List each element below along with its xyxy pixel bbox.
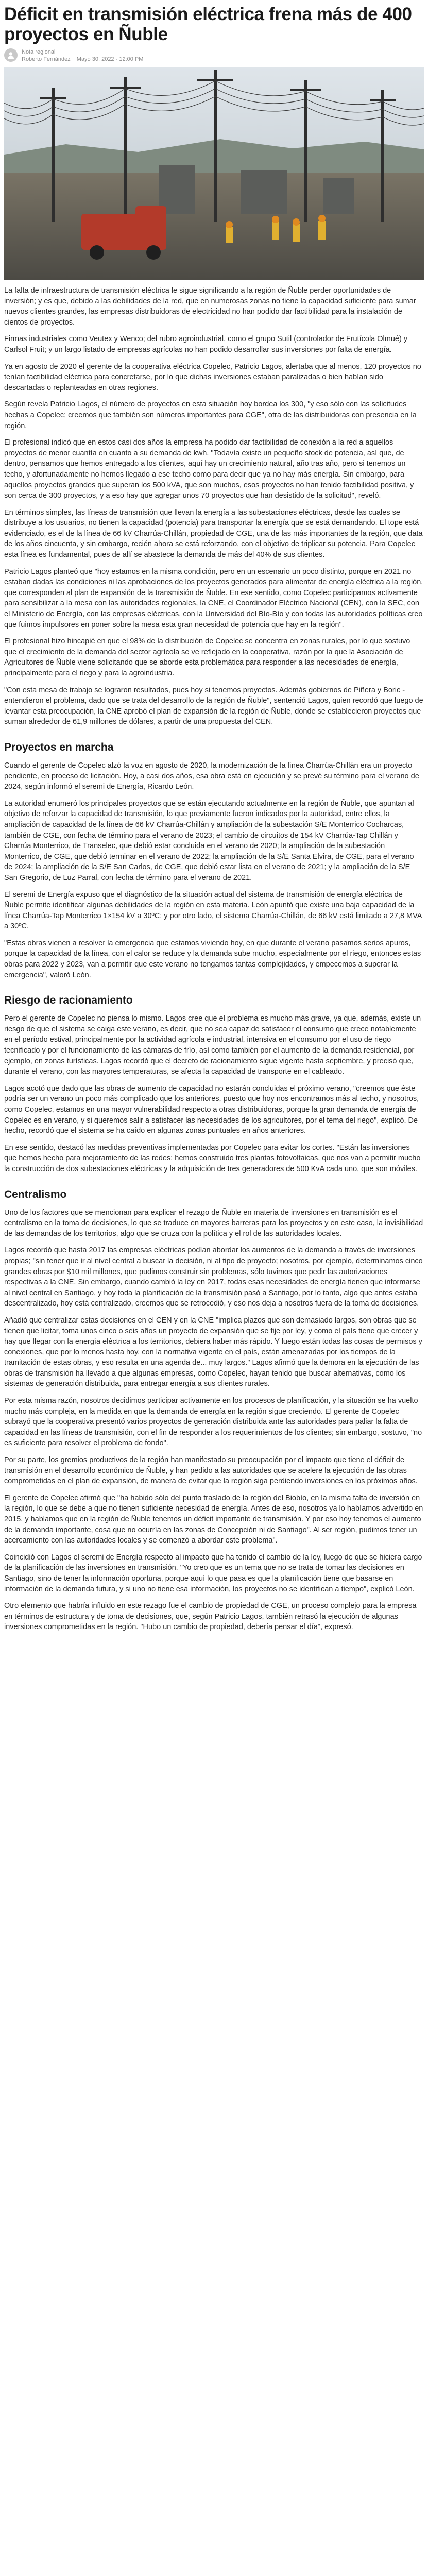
paragraph: El seremi de Energía expuso que el diagnóstico de la situación actual del sistema de transmisión de energía eléctrica de Ñuble permite identificar algunas debilidades de la región en esta materia. León apuntó que existe una baja capacidad de la línea Charrúa-Tap Monterrico 1×154 kV a 30ºC; y por otro lado, el sistema Charrúa-Chillán, de 66 kV está limitado a 27,8 MVA a 30ºC.	[4, 890, 422, 931]
paragraph: Lagos acotó que dado que las obras de aumento de capacidad no estarán concluidas el próximo verano, "creemos que éste podría ser un verano un poco más complicado que los anteriores, puesto que hoy nos encontramos más al techo, y nosotros, como Copelec, estamos en una mayor vulnerabilidad respecto a otras distribuidoras, porque la gran demanda de energía de Copelec es en verano, y si queremos salir a satisfacer las necesidades de los agricultores, por el tema del riego", explicó. De hecho, recordó que el sistema se ha caído en algunas zonas puntuales en años anteriores.	[4, 1084, 419, 1136]
paragraph: Por su parte, los gremios productivos de la región han manifestado su preocupación por el impacto que tiene el déficit de transmisión en el desarrollo económico de Ñuble, y han pedido a las autoridades que se acelere la ejecución de las obras comprometidas en el plan de expansión, de manera de evitar que la región siga perdiendo inversiones en los próximos años.	[4, 1456, 418, 1486]
author-avatar-icon	[4, 48, 18, 62]
paragraph: Patricio Lagos planteó que "hoy estamos en la misma condición, pero en un escenario un poco distinto, porque en 2021 no estaban dadas las condiciones ni las aprobaciones de los proyectos generados para alimentar de energía eléctrica a la región, que corresponden al plan de expansión de la transmisión de Ñuble. En ese sentido, como Copelec participamos activamente para sensibilizar a la mesa con las autoridades regionales, la CNE, el Coordinador Eléctrico Nacional (CEN), con la SEC, con el Ministerio de Energía, con las empresas eléctricas, con la Universidad del Bío-Bío y con todas las autoridades políticas creo que fuimos impulsores en poner sobre la mesa esta gran necesidad de potencia que hay en la región".	[4, 567, 423, 629]
paragraph: Lagos recordó que hasta 2017 las empresas eléctricas podían abordar los aumentos de la demanda a través de inversiones propias; "sin tener que ir al nivel central a buscar la decisión, ni al tipo de proyecto; nosotros, por ejemplo, determinamos cinco grandes obras por $10 mil millones, que pudimos construir sin problemas, sólo tuvimos que pedir las autorizaciones respectivas a la CNE. Sin embargo, cuando cambió la ley en 2017, todas esas necesidades de energía tienen que informarse al nivel central en Santiago, y hoy toda la planificación de la transmisión pasó a Santiago, por lo tanto, algo que antes estaba descentralizado, hoy está centralizado, creemos que se retrocedió, y eso nos deja a nosotros fuera de la toma de decisiones.	[4, 1246, 423, 1308]
section-heading-riesgo: Riesgo de racionamiento	[4, 994, 133, 1007]
paragraph: En ese sentido, destacó las medidas preventivas implementadas por Copelec para evitar los cortes. "Están las inversiones que hemos hecho para mejoramiento de las redes; hemos construido tres plantas fotovoltaicas, que nos van a permitir mucho la construcción de dos subestaciones eléctricas y la adquisición de tres generadores de 500 KvA cada uno, que son móviles.	[4, 1143, 421, 1173]
author-name[interactable]: Roberto Fernández	[22, 56, 71, 62]
paragraph: En términos simples, las líneas de transmisión que llevan la energía a las subestaciones eléctricas, desde las cuales se distribuye a los usuarios, no tienen la capacidad (potencia) para transportar la energía que se está demandando. El tope está evidenciado, es el de la línea de 66 kV Charrúa-Chillán, propiedad de CGE, una de las más importantes de la región, que data de los años cincuenta, y sin embargo, recién ahora se está reforzando, con el objetivo de triplicar su potencia. Para Copelec esta línea es fundamental, pues de allí se abastece la demanda de más del 40% de sus clientes.	[4, 508, 423, 560]
section-heading-proyectos: Proyectos en marcha	[4, 741, 114, 753]
paragraph: "Estas obras vienen a resolver la emergencia que estamos viviendo hoy, en que durante el verano pasamos serios apuros, porque la capacidad de la línea, con el calor se reduce y la demanda sube mucho, especialmente por el riego, entonces estas obras para 2022 y 2023, van a permitir que este verano no tengamos tantas complejidades, y empecemos a superar la emergencia", valoró León.	[4, 939, 421, 979]
paragraph: El gerente de Copelec afirmó que "ha habido sólo del punto traslado de la región del Biobío, en la misma falta de inversión en la región, lo que se debe a que no tienen suficiente necesidad de energía. Antes de eso, nosotros ya lo habíamos advertido en 2015, y hablamos que en la región de Ñuble tenemos un déficit importante de transmisión. Y por eso hoy tenemos el aumento de la demanda importante, cosa que no ocurría en las zonas de Concepción ni de Santiago". Al ser región, pudimos tener un acercamiento con las autoridades locales y se comenzó a abordar este problema".	[4, 1494, 423, 1545]
publish-date: Mayo 30, 2022 · 12:00 PM	[76, 56, 144, 62]
hero-image	[4, 67, 424, 280]
paragraph: La falta de infraestructura de transmisión eléctrica le sigue significando a la región de Ñuble perder oportunidades de inversión; y es que, debido a las debilidades de la red, que en numerosas zonas no tiene la capacidad suficiente para sumar nuevos clientes grandes, las empresas distribuidoras de electricidad no han podido dar factibilidad para la instalación de cientos de proyectos.	[4, 286, 416, 327]
section-heading-centralismo: Centralismo	[4, 1188, 67, 1200]
paragraph: Cuando el gerente de Copelec alzó la voz en agosto de 2020, la modernización de la línea Charrúa-Chillán era un proyecto pendiente, en proceso de licitación. Hoy, a casi dos años, esa obra está en ejecución y se prevé su término para el verano de 2024, según informó el seremi de Energía, Ricardo León.	[4, 761, 419, 791]
paragraph: La autoridad enumeró los principales proyectos que se están ejecutando actualmente en la región de Ñuble, que apuntan al objetivo de reforzar la capacidad de transmisión, lo que previamente fueron indicados por la autoridad, entre ellos, la ampliación de capacidad de la línea de 66 kV Charrúa-Chillán y ampliación de la subestación S/E Monterrico Cocharcas, también de CGE, con fecha de término para el verano de 2023; el cambio de circuitos de 154 kV Charrúa-Tap Chillán y Charrúa Monterrico, de Transelec, que debió estar concluida en el verano de 2020; la ampliación de la subestación Monterrico, de CGE, que debió terminar en el verano de 2022; la ampliación de la S/E Santa Elvira, de CGE, para el verano de 2024; la ampliación de la S/E San Carlos, de CGE, que debió estar lista en el verano de 2021; y la ampliación de la S/E San Gregorio, de Luz Parral, con fecha de término para el verano de 2021.	[4, 799, 414, 882]
article-title: Déficit en transmisión eléctrica frena más de 400 proyectos en Ñuble	[4, 4, 412, 44]
paragraph: "Con esta mesa de trabajo se lograron resultados, pues hoy si tenemos proyectos. Además gobiernos de Piñera y Boric -entendieron el problema, dado que se trata del desarrollo de la región de Ñuble", sentenció Lagos, quien recordó que luego de levantar esta preocupación, la CNE aprobó el plan de expansión de la región de Ñuble, donde se establecieron proyectos que suman alrededor de 61,9 millones de dólares, a partir de una propuesta del CEN.	[4, 686, 423, 726]
paragraph: Añadió que centralizar estas decisiones en el CEN y en la CNE "implica plazos que son demasiado largos, son obras que se tienen que licitar, toma unos cinco o seis años un proyecto de expansión que se fije por ley, y como el país tiene que crecer y hay que llegar con la energía eléctrica a los territorios, debiera haber más rápido. Y luego están todas las cosas de permisos y conexiones, que por lo menos hasta hoy, con la normativa vigente en el país, están amenazadas por los tiempos de la tramitación de estas obras, y eso resulta en una agenda de... muy largos." Lagos afirmó que la demora en la ejecución de las obras de transmisión ha llevado a que algunas empresas, como Copelec, hayan tenido que buscar alternativas, como los sistemas de generación distribuida, para entregar energía a sus clientes rurales.	[4, 1316, 422, 1388]
paragraph: Por esta misma razón, nosotros decidimos participar activamente en los procesos de planificación, y la situación se ha vuelto mucho más compleja, en la medida en que la demanda de energía en la región sigue creciendo. El gerente de Copelec subrayó que la cooperativa presentó varios proyectos de generación distribuida ante las autoridades para paliar la falta de capacidad en las líneas de transmisión, con el fin de responder a los requerimientos de los clientes; sin embargo, sostuvo, "no es suficiente para resolver el problema de fondo".	[4, 1397, 422, 1448]
paragraph: Otro elemento que habría influido en este rezago fue el cambio de propiedad de CGE, un proceso complejo para la empresa en términos de estructura y de toma de decisiones, que, según Patricio Lagos, también retrasó la ejecución de algunas inversiones comprometidas en la región. "Hubo un cambio de propiedad, debería pensar el día", expresó.	[4, 1602, 417, 1632]
paragraph: Firmas industriales como Veutex y Wenco; del rubro agroindustrial, como el grupo Sutil (controlador de Frutícola Olmué) y Carlsol Fruit; y un largo listado de empresas agrícolas no han podido desarrollar sus inversiones por falta de energía.	[4, 335, 408, 354]
paragraph: El profesional hizo hincapié en que el 98% de la distribución de Copelec se concentra en zonas rurales, por lo que sostuvo que el crecimiento de la demanda del sector agrícola se ve reflejado en la cooperativa, razón por la que la Asociación de Agricultores de Ñuble viene solicitando que se aborde esta problemática para responder a las necesidades de energía, principalmente para el riego y para la agroindustria.	[4, 637, 410, 677]
paragraph: Pero el gerente de Copelec no piensa lo mismo. Lagos cree que el problema es mucho más grave, ya que, además, existe un riesgo de que el sistema se caiga este verano, es decir, que no sea capaz de satisfacer el consumo que crece notablemente en el período estival, principalmente por la actividad agrícola e industrial, intensiva en el consumo por el uso de riego tecnificado y por el funcionamiento de las cámaras de frío, así como también por el aumento de la demanda residencial, por ejemplo, en zonas turísticas. Lagos recordó que el decreto de racionamiento sigue vigente hasta septiembre, y precisó que, durante el verano, con las mayores temperaturas, se afecta la capacidad de transporte en el cableado.	[4, 1014, 421, 1076]
paragraph: Ya en agosto de 2020 el gerente de la cooperativa eléctrica Copelec, Patricio Lagos, alertaba que al menos, 120 proyectos no tenían factibilidad eléctrica para concretarse, por lo que dichas inversiones estaban paralizadas o bien habían sido descartadas o replanteadas en otras regiones.	[4, 362, 421, 392]
byline	[4, 48, 424, 63]
paragraph: Según revela Patricio Lagos, el número de proyectos en esta situación hoy bordea los 300, "y eso sólo con las solicitudes hechas a Copelec; creemos que también son números importantes para CGE", otra de las distribuidoras con presencia en la región.	[4, 400, 417, 430]
paragraph: Uno de los factores que se mencionan para explicar el rezago de Ñuble en materia de inversiones en transmisión es el centralismo en la toma de decisiones, lo que se traduce en mayores barreras para los proyectos y en este caso, la invisibilidad de las demandas de los territorios, algo que se cruza con la política y el rol de las autoridades locales.	[4, 1208, 423, 1238]
article-category: Nota regional	[22, 49, 56, 55]
article-body	[4, 285, 424, 1633]
paragraph: Coincidió con Lagos el seremi de Energía respecto al impacto que ha tenido el cambio de la ley, luego de que se hiciera cargo de la planificación de las inversiones en transmisión. "Yo creo que es un tema que no se trata de tomar las decisiones en Santiago, sino de tener la información oportuna, porque aquí lo que pasa es que la planificación tiene que basarse en información de la demanda futura, y si uno no tiene esa información, los proyectos no se identifican a tiempo", explicó León.	[4, 1553, 422, 1594]
paragraph: El profesional indicó que en estos casi dos años la empresa ha podido dar factibilidad de conexión a la red a aquellos proyectos de menor cuantía en cuanto a su demanda de kwh. "Todavía existe un pequeño stock de potencia, así que, de dentro, pensamos que hemos entregado a los clientes, aquí hay un crecimiento natural, año tras año, pero si tenemos un techo, y afortunadamente no hemos llegado a ese techo como para decir que ya no hay más energía. Sin embargo, para aquellos proyectos grandes que superan los 500 kVA, que son muchos, esos proyectos no han tenido factibilidad positiva, y son cerca de 300 proyectos, y a eso hay que agregar unos 70 proyectos que han desistido de la solicitud", reveló.	[4, 438, 414, 500]
